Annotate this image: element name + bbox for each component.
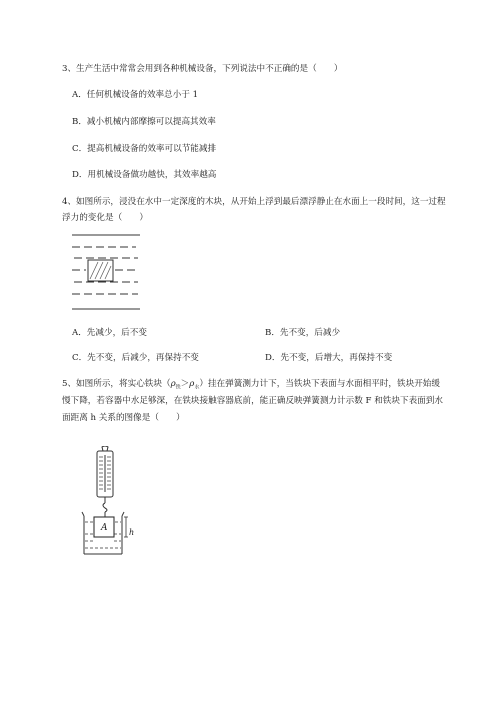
q3-option-b: B．减小机械内部摩擦可以提高其效率 [72,117,216,127]
q3-option-c: C．提高机械设备的效率可以节能减排 [72,144,217,154]
q5-rho-iron-sub: 铁 [175,384,181,391]
q4-stem-line1: 4、如图所示，浸没在水中一定深度的木块，从开始上浮到最后漂浮静止在水面上一段时间，这一过程 [62,197,446,207]
q5-stem-line1 [62,378,440,394]
q5-figure-h-label: h [129,528,135,537]
q4-option-d: D．先不变，后增大，再保持不变 [265,353,393,363]
q4-option-a: A．先减少，后不变 [72,328,147,338]
q4-option-c: C．先不变，后减少，再保持不变 [72,353,199,363]
q5-spring-scale-figure [78,446,134,558]
q3-option-d: D．用机械设备做功越快，其效率越高 [72,170,217,180]
q5-rho-water: ρ [189,379,195,389]
q5-gt: ＞ [180,379,190,389]
q5-rho-iron: ρ [170,379,176,389]
q3-stem: 3、生产生活中常常会用到各种机械设备，下列说法中不正确的是（ ） [62,64,343,74]
q4-water-block-figure [66,229,148,315]
q5-stem-text-b: ）挂在弹簧测力计下，当铁块下表面与水面相平时，铁块开始缓 [199,379,440,389]
q5-rho-water-sub: 水 [194,384,200,391]
q5-stem-line3: 面距离 h 关系的图像是（ ） [62,413,185,423]
q3-option-a: A．任何机械设备的效率总小于 1 [72,90,199,100]
q4-option-b: B．先不变，后减少 [265,328,341,338]
q5-stem-text-a: 5、如图所示，将实心铁块（ [62,379,171,389]
q5-figure-block-label: A [101,523,108,533]
q4-stem-line2: 浮力的变化是（ ） [62,213,148,223]
q5-stem-line2: 慢下降，若容器中水足够深，在铁块接触容器底前，能正确反映弹簧测力计示数 F 和铁块下表面到水 [62,396,443,406]
